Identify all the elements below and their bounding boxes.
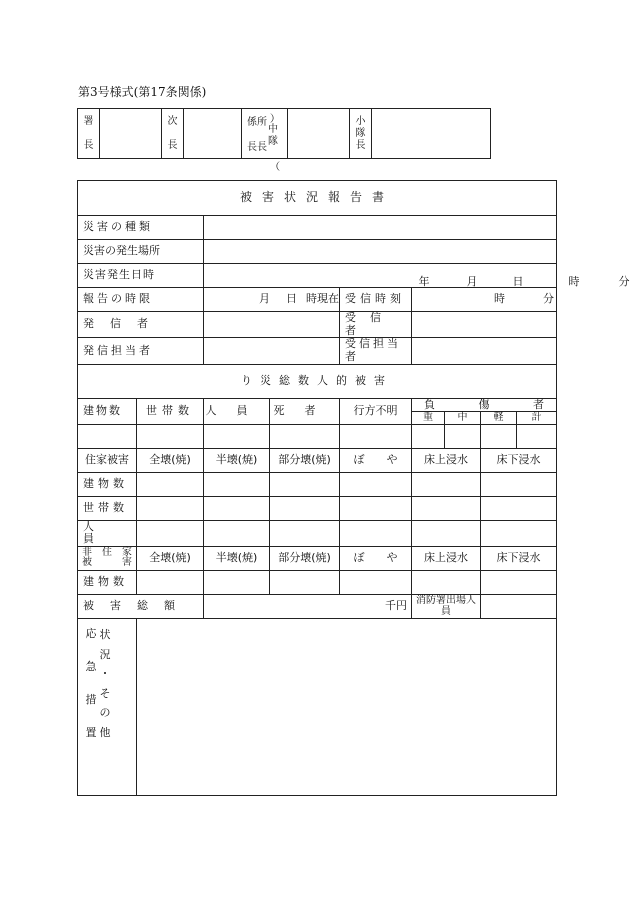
- platoon-leader-label: 小 隊 長: [350, 109, 372, 159]
- recv-time-label: 受信時刻: [340, 288, 412, 312]
- disaster-place-label: 災害の発生場所: [78, 240, 204, 264]
- notes-label: 応 急 措 置 状 況 ・ そ の 他: [78, 618, 137, 795]
- sender-label: 発信者: [78, 312, 204, 338]
- human-damage-section-title: り災総数人的被害: [78, 364, 557, 398]
- section-chief-label: 係所 ︵ 中 隊 ︶ 長長: [242, 109, 288, 159]
- value-cell[interactable]: [481, 496, 557, 520]
- sender-officer-label: 発信担当者: [78, 338, 204, 364]
- value-cell[interactable]: [340, 424, 412, 448]
- nonhouse-col-total-collapse: 全壊(焼): [137, 546, 204, 570]
- value-cell[interactable]: [340, 570, 412, 594]
- value-cell[interactable]: [481, 570, 557, 594]
- house-col-below-floor: 床下浸水: [481, 448, 557, 472]
- receiver-officer-label: 受信担当者: [340, 338, 412, 364]
- fire-staff-field[interactable]: [481, 594, 557, 618]
- section-chief-stamp-cell[interactable]: [288, 109, 350, 159]
- nonhouse-col-below-floor: 床下浸水: [481, 546, 557, 570]
- value-cell[interactable]: [270, 570, 340, 594]
- house-damage-label: 住家被害: [78, 448, 137, 472]
- value-cell[interactable]: [270, 424, 340, 448]
- nonhouse-col-half-collapse: 半壊(焼): [204, 546, 270, 570]
- header-missing: 行方不明: [340, 398, 412, 424]
- report-time-label: 報告の時限: [78, 288, 204, 312]
- disaster-type-field[interactable]: [204, 216, 557, 240]
- deputy-label: 次 長: [162, 109, 184, 159]
- sender-field[interactable]: [204, 312, 340, 338]
- receiver-label: 受信者: [340, 312, 412, 338]
- report-time-field[interactable]: 月 日 時現在: [204, 288, 340, 312]
- header-injured-severe: 重: [412, 412, 445, 425]
- header-buildings: 建物数: [78, 398, 137, 424]
- value-cell[interactable]: [270, 472, 340, 496]
- fire-staff-label: 消防署出場人員: [412, 594, 481, 618]
- receiver-officer-field[interactable]: [412, 338, 557, 364]
- value-cell[interactable]: [204, 520, 270, 546]
- report-title: 被害状況報告書: [78, 181, 557, 216]
- value-cell[interactable]: [340, 472, 412, 496]
- nonhouse-col-partial: 部分壊(焼): [270, 546, 340, 570]
- receiver-field[interactable]: [412, 312, 557, 338]
- header-injured-total: 計: [517, 412, 557, 425]
- value-cell[interactable]: [340, 520, 412, 546]
- value-cell[interactable]: [204, 496, 270, 520]
- value-cell[interactable]: [517, 424, 557, 448]
- value-cell[interactable]: [481, 472, 557, 496]
- disaster-type-label: 災害の種類: [78, 216, 204, 240]
- value-cell[interactable]: [137, 472, 204, 496]
- value-cell[interactable]: [481, 424, 517, 448]
- value-cell[interactable]: [137, 570, 204, 594]
- header-dead: 死者: [270, 398, 340, 424]
- house-row-households: [78, 496, 557, 520]
- chief-label: 署 長: [78, 109, 100, 159]
- total-damage-unit: 千円: [385, 599, 407, 613]
- nonhouse-col-above-floor: 床上浸水: [412, 546, 481, 570]
- platoon-leader-stamp-cell[interactable]: [372, 109, 491, 159]
- house-col-total-collapse: 全壊(焼): [137, 448, 204, 472]
- header-persons: 人員: [204, 398, 270, 424]
- value-cell[interactable]: [204, 472, 270, 496]
- human-damage-value-row: [78, 424, 557, 448]
- value-cell[interactable]: [481, 520, 557, 546]
- chief-stamp-cell[interactable]: [100, 109, 162, 159]
- value-cell[interactable]: [204, 570, 270, 594]
- disaster-datetime-label: 災害発生日時: [78, 264, 204, 288]
- value-cell[interactable]: [137, 496, 204, 520]
- form-number: 第3号様式(第17条関係): [78, 85, 207, 99]
- total-damage-field[interactable]: [204, 594, 412, 618]
- house-col-above-floor: 床上浸水: [412, 448, 481, 472]
- value-cell[interactable]: [412, 570, 481, 594]
- value-cell[interactable]: [445, 424, 481, 448]
- approval-stamp-table: [77, 108, 491, 171]
- value-cell[interactable]: [78, 424, 137, 448]
- house-col-half-collapse: 半壊(焼): [204, 448, 270, 472]
- value-cell[interactable]: [412, 472, 481, 496]
- nonhouse-row-label: 建物数: [78, 570, 137, 594]
- house-col-partial: 部分壊(焼): [270, 448, 340, 472]
- house-row-buildings: [78, 472, 557, 496]
- value-cell[interactable]: [270, 496, 340, 520]
- sender-officer-field[interactable]: [204, 338, 340, 364]
- value-cell[interactable]: [340, 496, 412, 520]
- disaster-place-field[interactable]: [204, 240, 557, 264]
- nonhouse-damage-label: 非 住 家 被 害: [78, 546, 137, 570]
- value-cell[interactable]: [412, 496, 481, 520]
- total-damage-label: 被害総額: [78, 594, 204, 618]
- house-row-label: 人員: [78, 520, 137, 546]
- value-cell[interactable]: [412, 424, 445, 448]
- nonhouse-row-buildings: [78, 570, 557, 594]
- header-households: 世帯数: [137, 398, 204, 424]
- house-row-persons: [78, 520, 557, 546]
- value-cell[interactable]: [204, 424, 270, 448]
- value-cell[interactable]: [137, 520, 204, 546]
- nonhouse-col-small-fire: ぼ や: [340, 546, 412, 570]
- recv-time-field[interactable]: 時 分: [412, 288, 557, 312]
- value-cell[interactable]: [412, 520, 481, 546]
- value-cell[interactable]: [270, 520, 340, 546]
- value-cell[interactable]: [137, 424, 204, 448]
- header-injured: 負 傷 者: [412, 398, 557, 412]
- notes-field[interactable]: [137, 618, 557, 795]
- house-col-small-fire: ぼ や: [340, 448, 412, 472]
- house-row-label: 世帯数: [78, 496, 137, 520]
- disaster-datetime-field[interactable]: 年 月 日 時 分: [204, 264, 557, 288]
- header-injured-light: 軽: [481, 412, 517, 425]
- deputy-stamp-cell[interactable]: [184, 109, 242, 159]
- damage-report-table: [77, 180, 630, 796]
- house-row-label: 建物数: [78, 472, 137, 496]
- header-injured-moderate: 中: [445, 412, 481, 425]
